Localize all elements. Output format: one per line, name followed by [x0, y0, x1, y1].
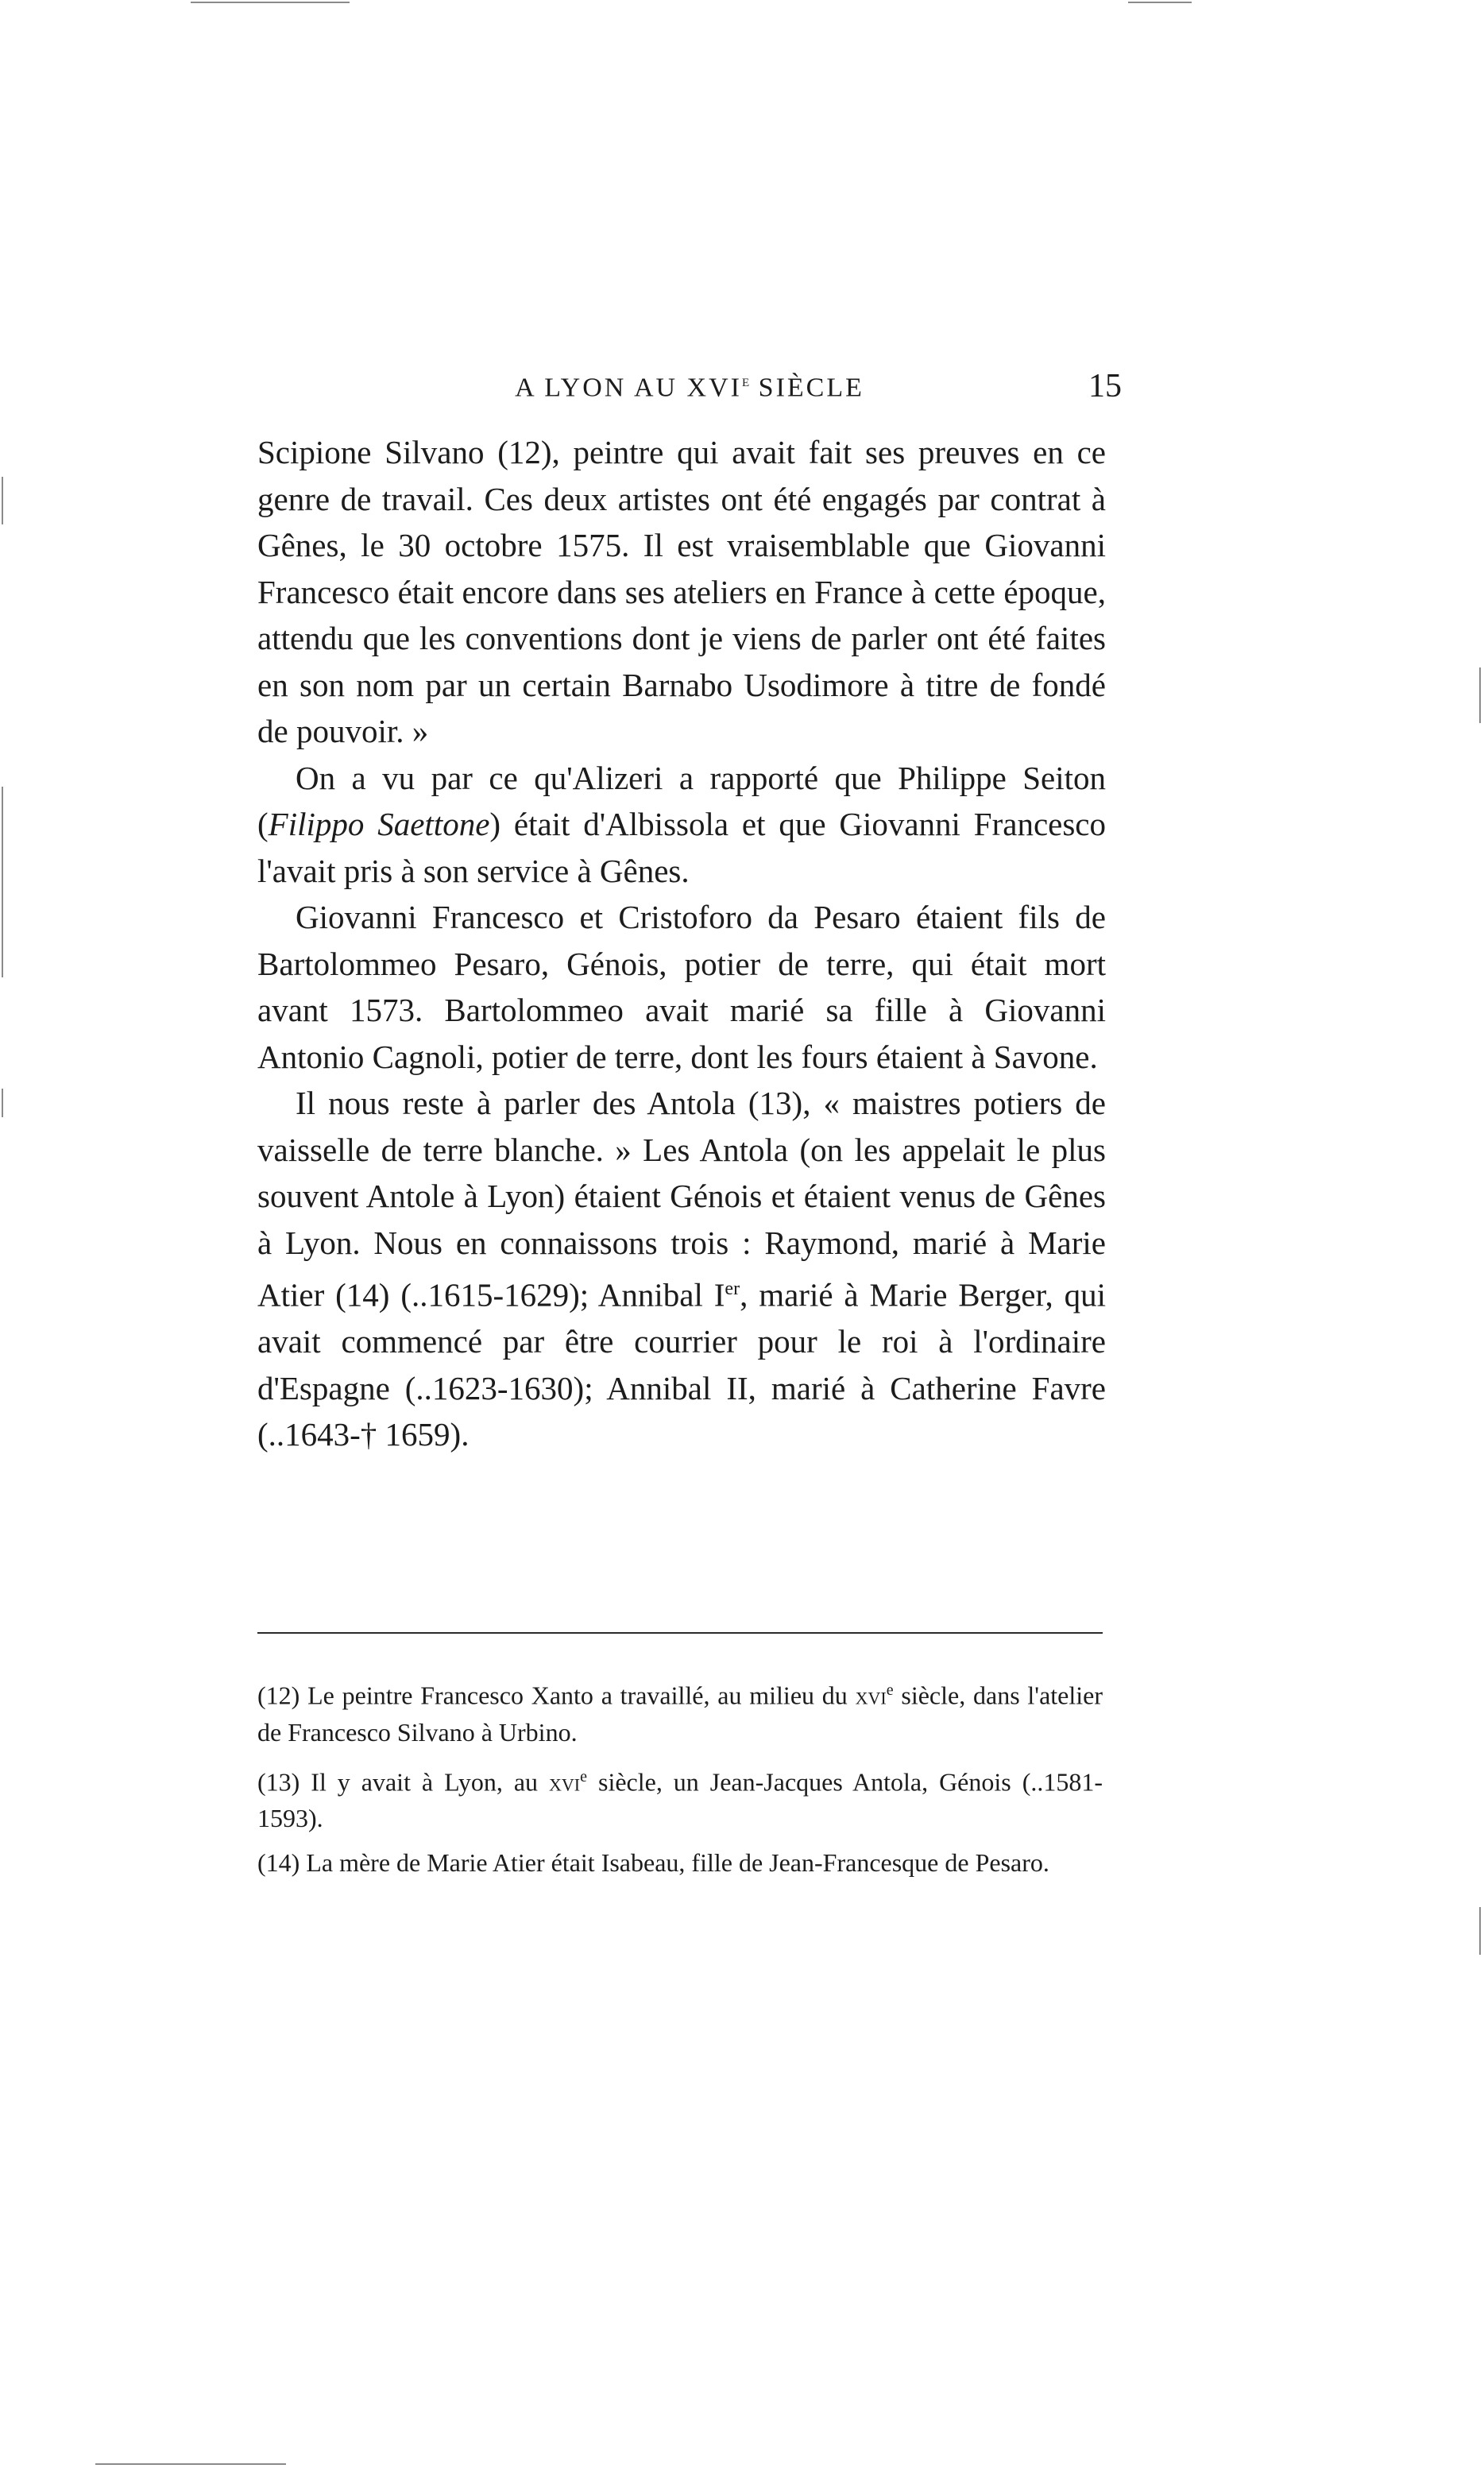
running-head-title-text: A LYON AU XVI	[515, 373, 742, 403]
scan-mark-left-1	[2, 477, 3, 524]
running-head-title-superscript: e	[741, 370, 750, 390]
paragraph-4-text-a: Il nous reste à parler des Antola (13), « maistres potiers de vaisselle de terre blanche. » Les Antola (on les appelait le plus souvent Antole à Lyon) étaient Génois et étaient venus de Gênes à Lyon. Nous en connaissons trois : Raymond, marié à Marie Atier (14) (..1615-1629); Annibal I	[257, 1085, 1106, 1313]
footnote-rule	[257, 1632, 1103, 1634]
footnote-12-superscript: e	[886, 1681, 894, 1699]
paragraph-4	[257, 1080, 1106, 1458]
running-head-title-suffix: SIÈCLE	[749, 373, 864, 403]
footnote-13-text-a: (13) Il y avait à Lyon, au	[257, 1767, 550, 1797]
paragraph-2	[257, 755, 1106, 895]
paragraph-4-text-b: , marié à Marie Berger, qui avait commencé par être courrier pour le roi à l'ordinaire d'Espagne (..1623-1630); Annibal II, marié à Catherine Favre (..1643-† 1659).	[257, 1276, 1106, 1453]
scan-mark-bottom-1	[95, 2463, 286, 2465]
page-number: 15	[1088, 368, 1122, 404]
footnote-12-text-a: (12) Le peintre Francesco Xanto a travaillé, au milieu du	[257, 1681, 856, 1710]
paragraph-3: Giovanni Francesco et Cristoforo da Pesaro étaient fils de Bartolommeo Pesaro, Génois, potier de terre, qui était mort avant 1573. Bartolommeo avait marié sa fille à Giovanni Antonio Cagnoli, potier de terre, dont les fours étaient à Savone.	[257, 899, 1106, 1075]
scan-mark-top-1	[191, 2, 350, 3]
footnotes	[257, 1672, 1103, 1889]
scan-mark-left-3	[2, 1089, 3, 1117]
running-head	[257, 364, 1122, 420]
paragraph-2-text-b: ) était d'Albissola et que Giovanni Francesco l'avait pris à son service à Gênes.	[257, 806, 1106, 889]
main-text	[257, 429, 1106, 1458]
paragraph-2-italic: Filippo Saettone	[268, 806, 490, 842]
footnote-14: (14) La mère de Marie Atier était Isabeau, fille de Jean-Francesque de Pesaro.	[257, 1848, 1049, 1878]
footnote-12-century: xvi	[855, 1681, 887, 1710]
scan-mark-left-2	[2, 787, 3, 977]
paragraph-1: Scipione Silvano (12), peintre qui avait fait ses preuves en ce genre de travail. Ces deux artistes ont été engagés par contrat à Gênes, le 30 octobre 1575. Il est vraisemblable que Giovanni Francesco était encore dans ses ateliers en France à cette époque, attendu que les conventions dont je viens de parler ont été faites en son nom par un certain Barnabo Usodimore à titre de fondé de pouvoir. »	[257, 434, 1106, 749]
footnote-13	[257, 1758, 1103, 1837]
scan-mark-right-2	[1479, 1907, 1481, 1955]
footnote-13-text-b: siècle, un Jean-Jacques Antola, Génois (..1581-1593).	[257, 1767, 1103, 1833]
scan-mark-right-1	[1479, 667, 1481, 723]
running-head-title	[257, 370, 1122, 403]
footnote-13-superscript: e	[580, 1767, 588, 1785]
footnote-12-text-b: siècle, dans l'atelier de Francesco Silvano à Urbino.	[257, 1681, 1103, 1747]
footnote-13-century: xvi	[549, 1767, 581, 1797]
paragraph-4-superscript: er	[725, 1279, 740, 1299]
footnote-12	[257, 1672, 1103, 1751]
paragraph-2-text-a: On a vu par ce qu'Alizeri a rapporté que Philippe Seiton (	[257, 759, 1106, 842]
scan-mark-top-2	[1128, 2, 1192, 3]
